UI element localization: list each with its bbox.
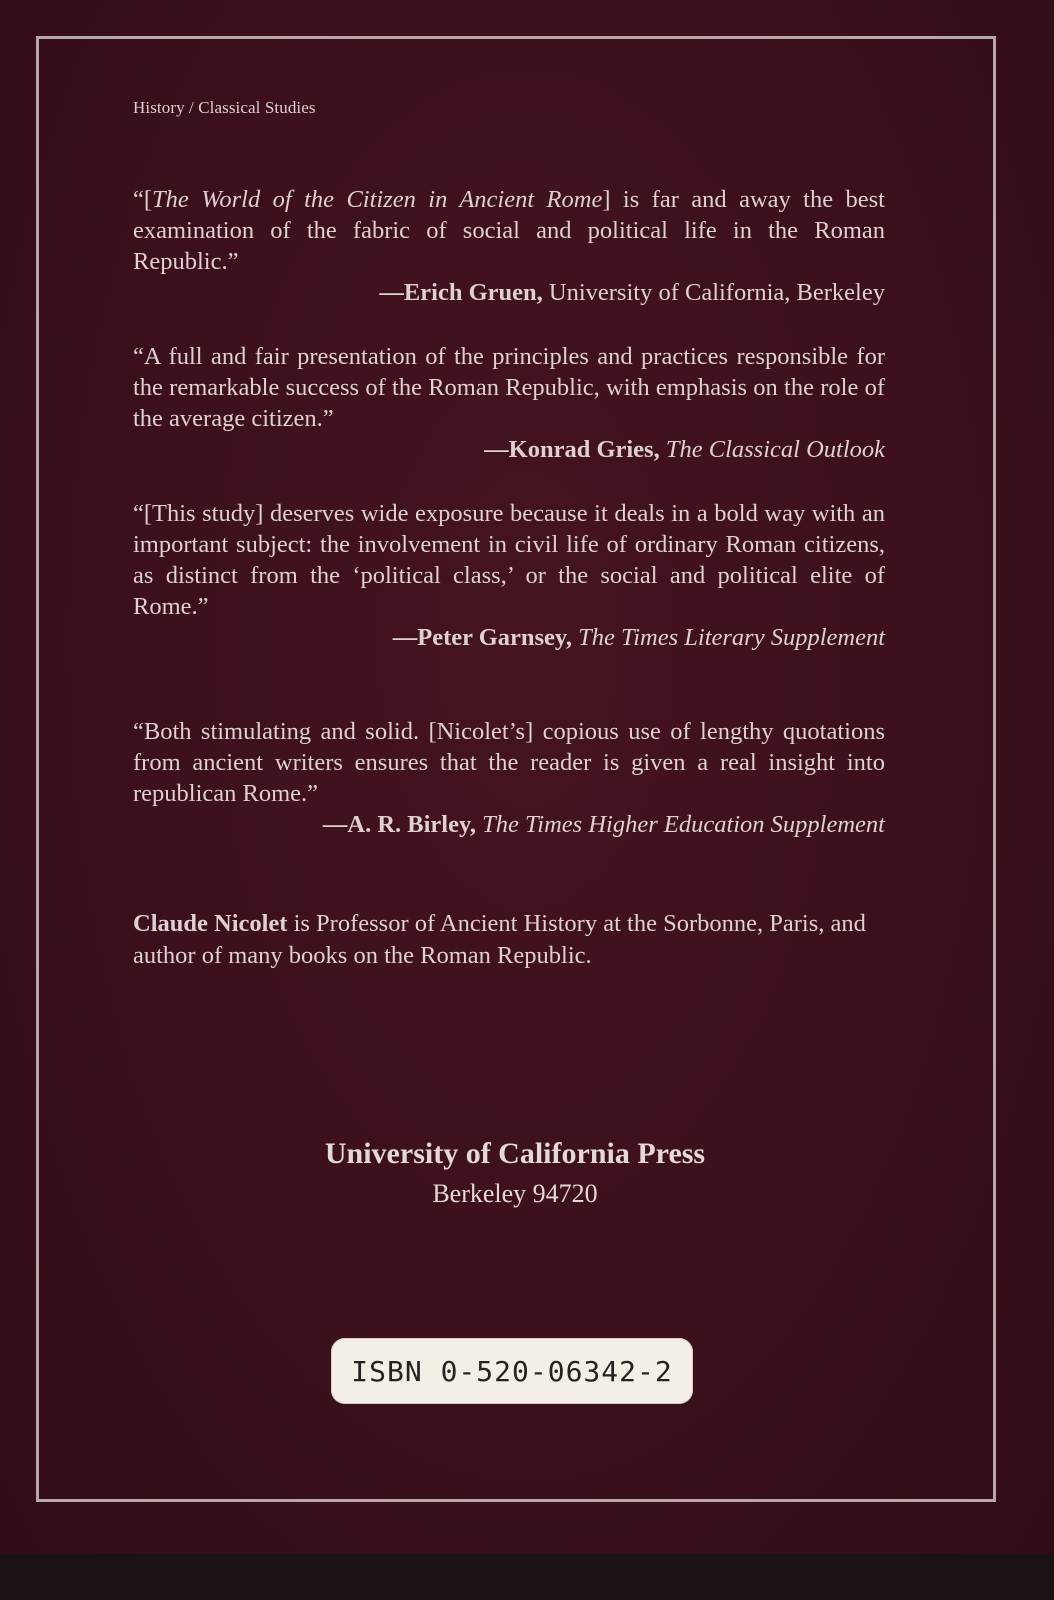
review-3-quote: “[This study] deserves wide exposure because it deals in a bold way with an important subject: the involvement in civil life of ordinary Roman citizens, as distinct from the ‘political class,’ or the social and political elite of Rome.” [133, 500, 885, 620]
review-4-source: The Times Higher Education Supplement [482, 811, 885, 838]
review-1 [133, 184, 885, 308]
review-1-quote: “[The World of the Citizen in Ancient Rome] is far and away the best examination of the fabric of social and political life in the Roman Republic.” [133, 186, 885, 275]
review-4 [133, 716, 885, 840]
review-2-reviewer: —Konrad Gries, [484, 436, 660, 463]
review-3 [133, 498, 885, 653]
review-2-source: The Classical Outlook [665, 436, 885, 463]
review-1-source: University of California, Berkeley [548, 279, 885, 306]
publisher-city: Berkeley 94720 [432, 1179, 598, 1208]
cover-bottom-edge [0, 1554, 1054, 1600]
publisher-block [0, 1134, 1030, 1214]
review-2-attribution [133, 434, 885, 465]
review-1-reviewer: —Erich Gruen, [379, 279, 543, 306]
review-3-source: The Times Literary Supplement [578, 624, 885, 651]
isbn-sticker [331, 1338, 693, 1404]
review-2-quote: “A full and fair presentation of the principles and practices responsible for the remarkable success of the Roman Republic, with emphasis on the role of the average citizen.” [133, 343, 885, 432]
category-label: History / Classical Studies [133, 98, 316, 117]
review-1-attribution [133, 277, 885, 308]
author-bio-text: is Professor of Ancient History at the Sorbonne, Paris, and author of many books on the Roman Republic. [133, 910, 866, 969]
review-4-attribution [133, 809, 885, 840]
isbn-number: ISBN 0-520-06342-2 [351, 1354, 673, 1388]
review-3-attribution [133, 622, 885, 653]
publisher-name: University of California Press [324, 1137, 706, 1170]
author-name: Claude Nicolet [133, 910, 288, 937]
review-3-reviewer: —Peter Garnsey, [392, 624, 572, 651]
review-4-quote: “Both stimulating and solid. [Nicolet’s] copious use of lengthy quotations from ancient writers ensures that the reader is given a real insight into republican Rome.” [133, 718, 885, 807]
book-title: The World of the Citizen in Ancient Rome [152, 186, 603, 213]
review-2 [133, 341, 885, 465]
review-4-reviewer: —A. R. Birley, [322, 811, 477, 838]
author-bio [133, 908, 885, 972]
